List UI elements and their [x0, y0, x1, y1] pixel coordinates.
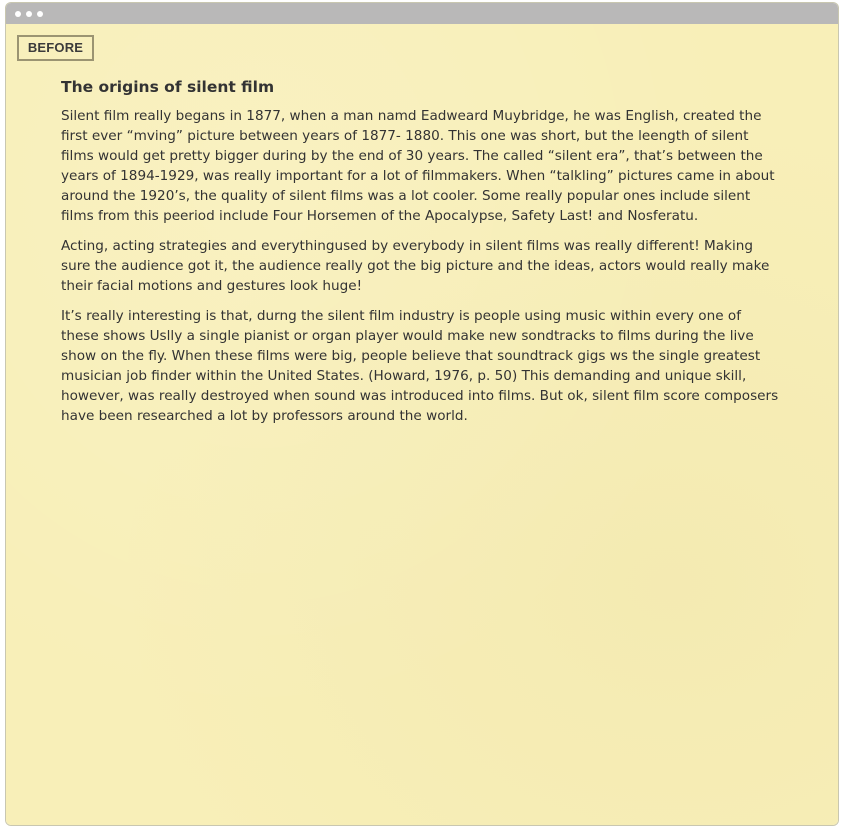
paper-content-area	[6, 24, 838, 825]
window-dot-icon	[37, 11, 43, 17]
window-dot-icon	[15, 11, 21, 17]
article-paragraph: Acting, acting strategies and everythingused by everybody in silent films was really different! Making sure the audience got it, the audience really got the big picture and the ideas, actors would really make their facial motions and gestures look huge!	[61, 238, 770, 294]
article-paragraph: Silent film really begans in 1877, when a man namd Eadweard Muybridge, he was English, created the first ever “mving” picture between years of 1877- 1880. This one was short, but the leength of silent films would get pretty bigger during by the end of 30 years. The called “silent era”, that’s between the years of 1894-1929, was really important for a lot of filmmakers. When “talkling” pictures came in about around the 1920’s, the quality of silent films was a lot cooler. Some really popular ones include silent films from this peeriod include Four Horsemen of the Apocalypse, Safety Last! and Nosferatu.	[61, 108, 775, 224]
browser-window	[6, 3, 838, 825]
article	[61, 77, 783, 436]
article-paragraph: It’s really interesting is that, durng the silent film industry is people using music within every one of these shows Uslly a single pianist or organ player would make new sondtracks to films during the live show on the fly. When these films were big, people believe that soundtrack gigs ws the single greatest musician job finder within the United States. (Howard, 1976, p. 50) This demanding and unique skill, however, was really destroyed when sound was introduced into films. But ok, silent film score composers have been researched a lot by professors around the world.	[61, 308, 779, 424]
before-badge: BEFORE	[17, 35, 94, 61]
window-dot-icon	[26, 11, 32, 17]
window-titlebar	[6, 3, 838, 24]
article-title: The origins of silent film	[61, 78, 275, 96]
